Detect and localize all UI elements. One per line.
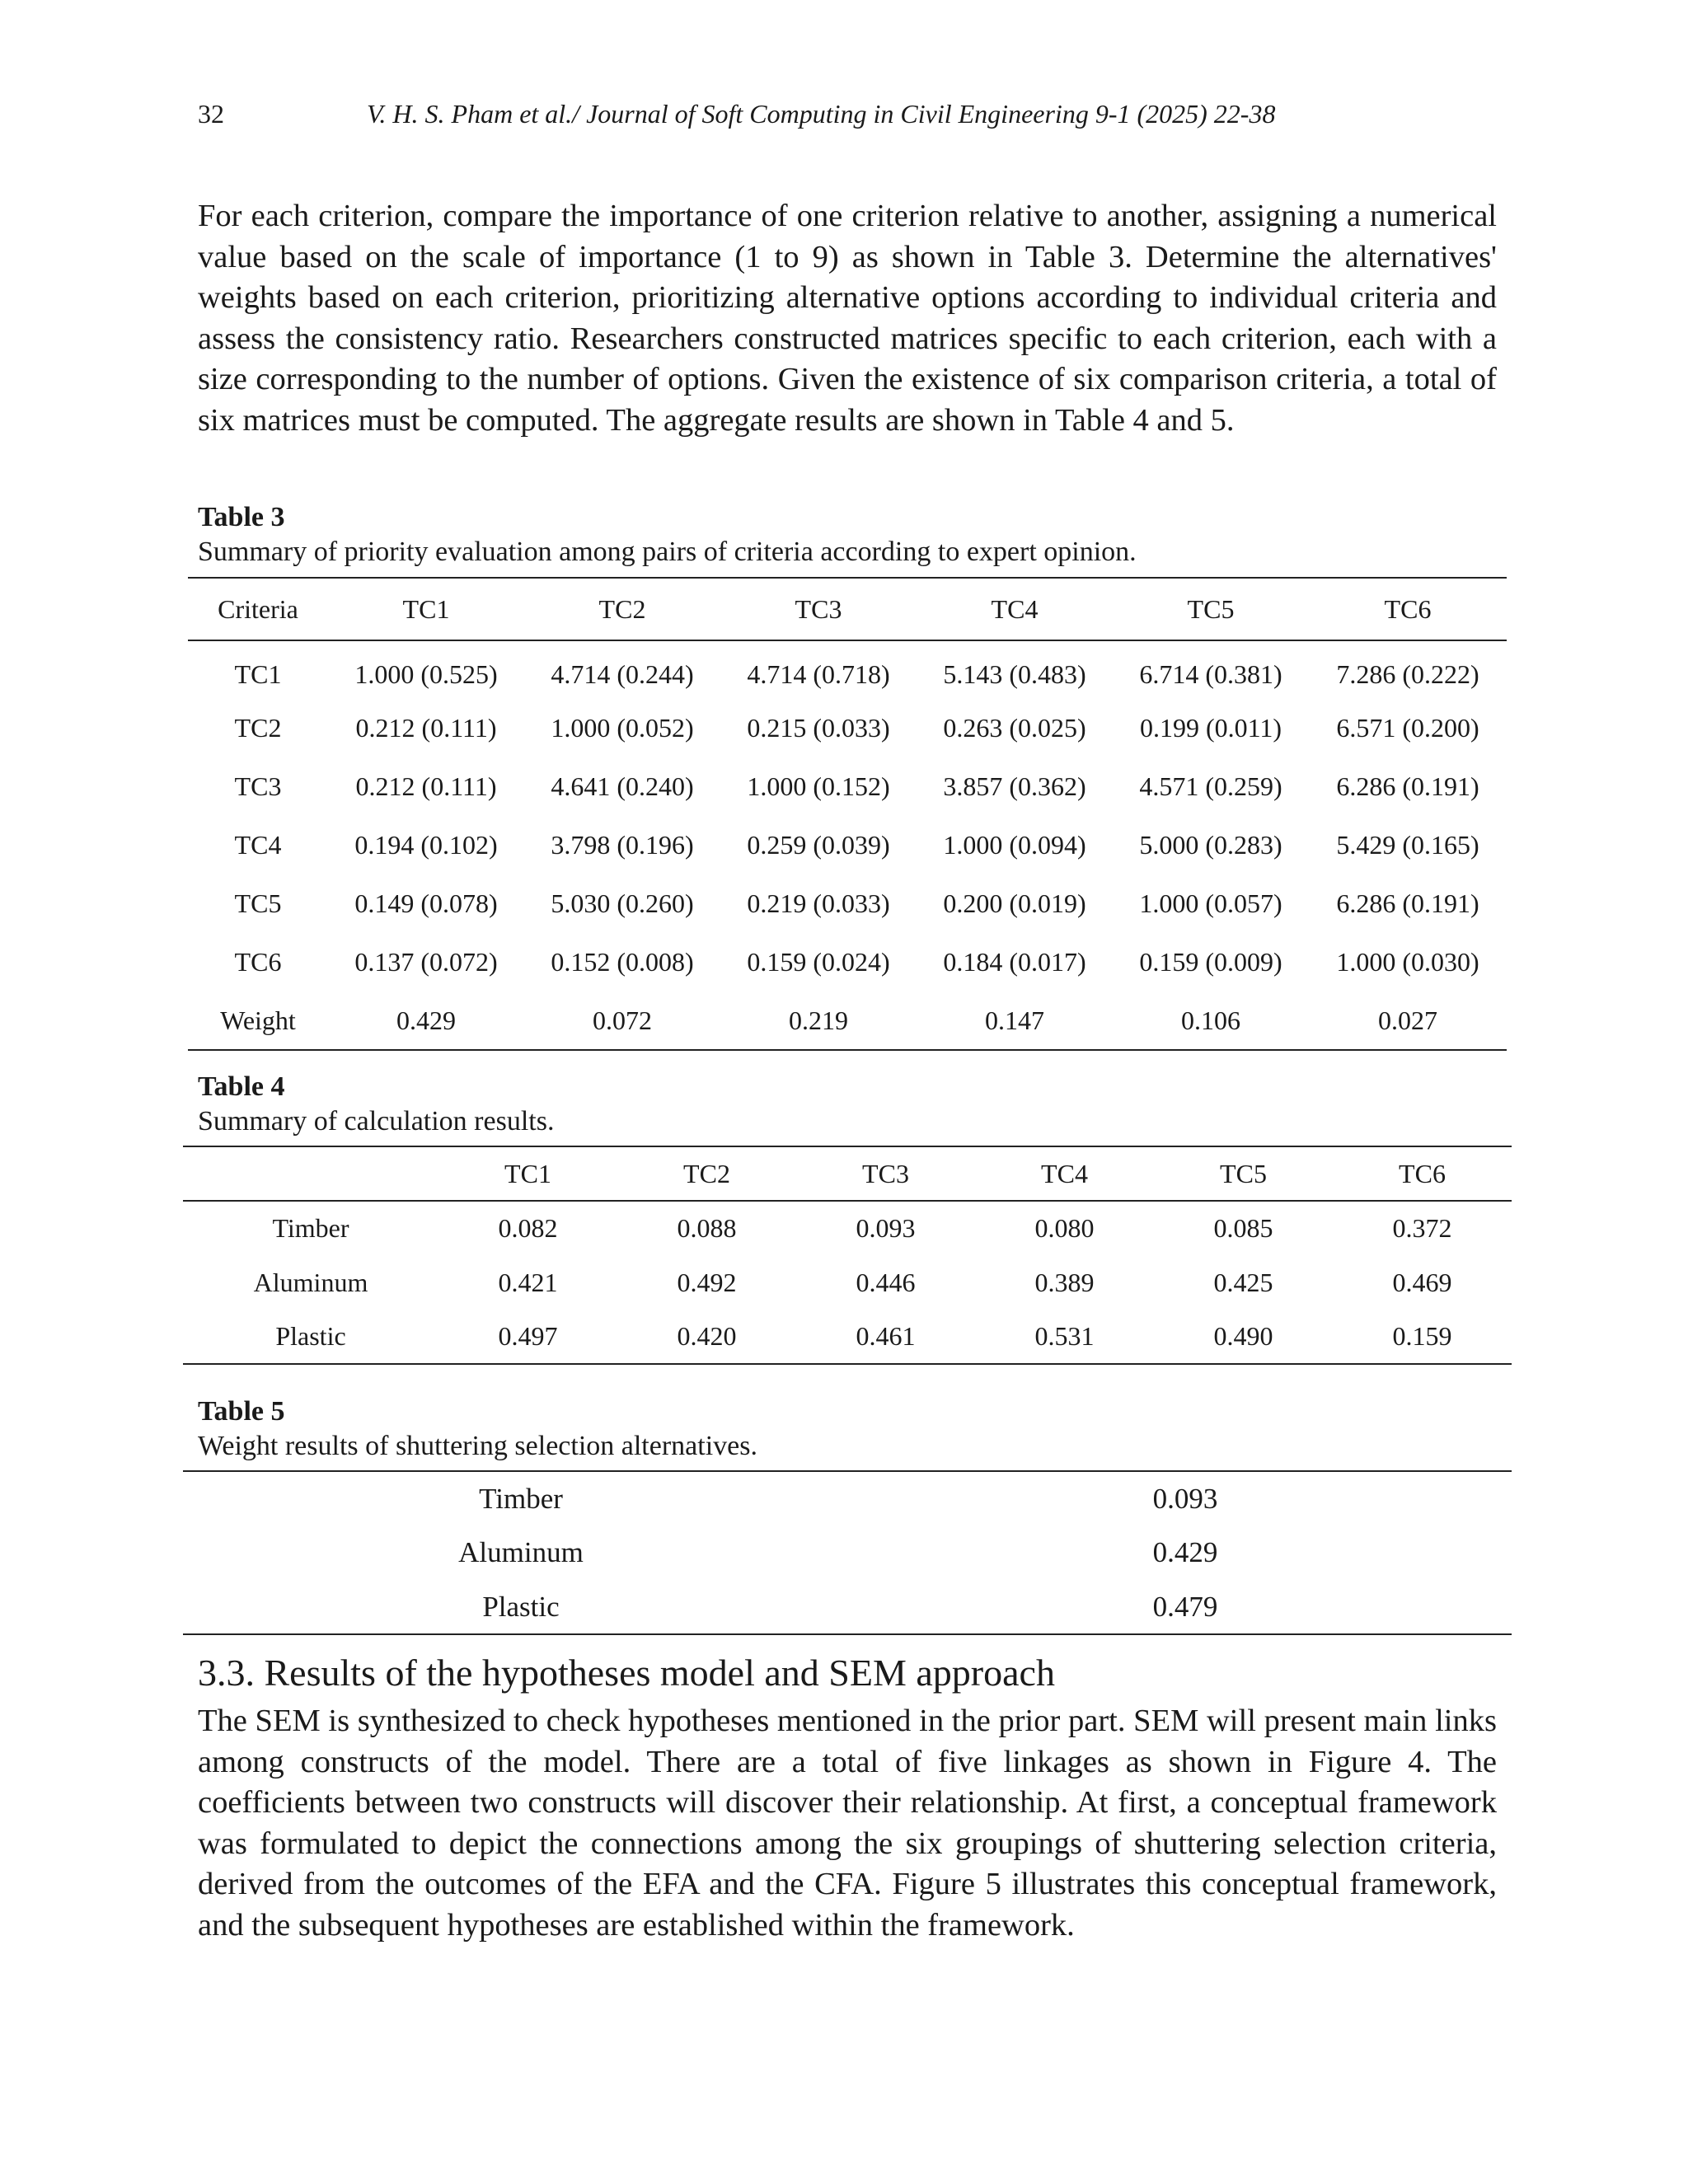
table5-caption: [198, 1394, 757, 1464]
table3-cell: 1.000 (0.525): [354, 658, 498, 689]
table4-header-cell: TC3: [796, 1146, 975, 1201]
table4-cell: 0.389: [1034, 1267, 1095, 1297]
table-row: [188, 991, 1507, 1050]
table3-cell: 0.106: [1181, 1005, 1240, 1035]
table3-cell: 0.159 (0.024): [747, 947, 890, 977]
table3-header-cell: TC3: [720, 578, 917, 640]
table3-cell: TC1: [234, 658, 282, 689]
table3-cell: 0.215 (0.033): [747, 713, 890, 743]
page-header: [198, 99, 1484, 140]
table3-cell: 0.263 (0.025): [943, 713, 1086, 743]
table3-cell: TC4: [234, 830, 282, 860]
table-row: [188, 874, 1507, 933]
table4-header-cell: TC4: [975, 1146, 1154, 1201]
table4-cell: 0.088: [677, 1213, 737, 1243]
table4-cell: 0.080: [1034, 1213, 1095, 1243]
table3-cell: 0.194 (0.102): [354, 830, 498, 860]
table5-cell: 0.429: [1152, 1536, 1218, 1568]
table-row: [183, 1471, 1512, 1526]
table-row: [188, 640, 1507, 699]
table3-cell: 0.147: [985, 1005, 1044, 1035]
table3-cell: 4.714 (0.244): [551, 658, 694, 689]
page-number: 32: [198, 99, 224, 129]
table3-cell: Weight: [220, 1005, 296, 1035]
table3-cell: 0.027: [1378, 1005, 1437, 1035]
table3-label: Table 3: [198, 502, 285, 532]
table4-cell: 0.425: [1213, 1267, 1273, 1297]
table3-cell: 1.000 (0.094): [943, 830, 1086, 860]
table3-cell: 0.199 (0.011): [1139, 713, 1282, 743]
table3-cell: 4.571 (0.259): [1139, 771, 1282, 801]
table3-cell: 0.149 (0.078): [354, 888, 498, 918]
table3-cell: 0.212 (0.111): [355, 771, 497, 801]
table4-cell: 0.372: [1392, 1213, 1452, 1243]
table3-header-cell: TC5: [1113, 578, 1309, 640]
table3-cell: 0.184 (0.017): [943, 947, 1086, 977]
table5-cell: 0.479: [1152, 1590, 1218, 1623]
table5-cell: 0.093: [1152, 1482, 1218, 1515]
table4-cell: 0.421: [498, 1267, 558, 1297]
table4-cell: 0.446: [856, 1267, 916, 1297]
table3-cell: 6.714 (0.381): [1139, 658, 1282, 689]
table4-cell: 0.420: [677, 1321, 737, 1351]
table4-cell: 0.492: [677, 1267, 737, 1297]
table4-cell: 0.093: [856, 1213, 916, 1243]
table3-cell: 1.000 (0.152): [747, 771, 890, 801]
table4-header-cell: [183, 1146, 438, 1201]
table5-cell: Aluminum: [458, 1536, 584, 1568]
table4-cell: 0.085: [1213, 1213, 1273, 1243]
table3-cell: 0.219 (0.033): [747, 888, 890, 918]
table3-cell: 0.219: [789, 1005, 848, 1035]
table3-cell: 4.714 (0.718): [747, 658, 890, 689]
table4-cell: Timber: [272, 1213, 349, 1243]
table4-header-cell: TC1: [438, 1146, 617, 1201]
table3-cell: 0.200 (0.019): [943, 888, 1086, 918]
section-paragraph: The SEM is synthesized to check hypotheses mentioned in the prior part. SEM will present main links among constructs of the model. There are a total of five linkages as shown in Figure 4. The coefficients between two constructs will discover their relationship. At first, a conceptual framework was formulated to depict the connections among the six groupings of shuttering selection criteria, derived from the outcomes of the EFA and the CFA. Figure 5 illustrates this conceptual framework, and the subsequent hypotheses are established within the framework.: [198, 1704, 1497, 1943]
table-row: [183, 1201, 1512, 1255]
table3-cell: 0.259 (0.039): [747, 830, 890, 860]
table4-cell: 0.159: [1392, 1321, 1452, 1351]
intro-paragraph: For each criterion, compare the importance of one criterion relative to another, assigning a numerical value based on the scale of importance (1 to 9) as shown in Table 3. Determine the alternatives' weights based on each criterion, prioritizing alternative options according to individual criteria and assess the consistency ratio. Researchers constructed matrices specific to each criterion, each with a size corresponding to the number of options. Given the existence of six comparison criteria, a total of six matrices must be computed. The aggregate results are shown in Table 4 and 5.: [198, 199, 1497, 438]
table4-cell: 0.497: [498, 1321, 558, 1351]
table4-cell: 0.469: [1392, 1267, 1452, 1297]
table3-cell: 0.429: [396, 1005, 456, 1035]
table4-caption: [198, 1070, 554, 1139]
table3-cell: 5.429 (0.165): [1336, 830, 1479, 860]
table3-cell: 0.159 (0.009): [1139, 947, 1282, 977]
table3-header-cell: TC2: [524, 578, 720, 640]
table-row: [183, 1310, 1512, 1364]
table3-cell: 5.030 (0.260): [551, 888, 694, 918]
table4-cell: 0.461: [856, 1321, 916, 1351]
table4-label: Table 4: [198, 1071, 285, 1102]
table3-cell: 1.000 (0.052): [551, 713, 694, 743]
table3-cell: 3.857 (0.362): [943, 771, 1086, 801]
table4-cell: Plastic: [275, 1321, 346, 1351]
table3-header-cell: TC1: [328, 578, 524, 640]
table4-header-cell: TC2: [617, 1146, 796, 1201]
table3-cell: TC2: [234, 713, 282, 743]
table3-caption: [198, 500, 1137, 569]
table3-header-cell: TC4: [917, 578, 1113, 640]
table4-cell: 0.490: [1213, 1321, 1273, 1351]
table4-cell: Aluminum: [253, 1267, 368, 1297]
table3-cell: 5.000 (0.283): [1139, 830, 1282, 860]
table5-caption-text: Weight results of shuttering selection alternatives.: [198, 1431, 757, 1461]
table3-cell: TC3: [234, 771, 282, 801]
table-row: [188, 816, 1507, 874]
table5-cell: Timber: [479, 1482, 563, 1515]
table3-cell: 7.286 (0.222): [1336, 658, 1479, 689]
table3-cell: 0.137 (0.072): [354, 947, 498, 977]
table3: [188, 577, 1507, 1051]
table-row: [183, 1580, 1512, 1634]
table4-header-cell: TC6: [1333, 1146, 1512, 1201]
table3-cell: 1.000 (0.057): [1139, 888, 1282, 918]
table3-cell: 5.143 (0.483): [943, 658, 1086, 689]
table3-header-row: [188, 578, 1507, 640]
table3-cell: 6.286 (0.191): [1336, 771, 1479, 801]
table3-header-cell: TC6: [1309, 578, 1507, 640]
table-row: [188, 757, 1507, 816]
table-row: [188, 699, 1507, 757]
table4-cell: 0.531: [1034, 1321, 1095, 1351]
table-row: [183, 1526, 1512, 1580]
table4-caption-text: Summary of calculation results.: [198, 1106, 555, 1137]
table5: [183, 1470, 1512, 1635]
running-title: V. H. S. Pham et al./ Journal of Soft Computing in Civil Engineering 9-1 (2025) 22-38: [367, 99, 1276, 129]
table3-cell: 6.571 (0.200): [1336, 713, 1479, 743]
table3-cell: 3.798 (0.196): [551, 830, 694, 860]
table3-header-cell: Criteria: [188, 578, 328, 640]
section-heading: 3.3. Results of the hypotheses model and SEM approach: [198, 1652, 1055, 1694]
table3-cell: 1.000 (0.030): [1336, 947, 1479, 977]
table3-caption-text: Summary of priority evaluation among pairs of criteria according to expert opinion.: [198, 537, 1137, 567]
table-row: [183, 1255, 1512, 1310]
table5-label: Table 5: [198, 1396, 285, 1427]
table3-cell: 6.286 (0.191): [1336, 888, 1479, 918]
table3-cell: 0.072: [593, 1005, 652, 1035]
table3-cell: 4.641 (0.240): [551, 771, 694, 801]
table3-cell: 0.152 (0.008): [551, 947, 694, 977]
table-row: [188, 933, 1507, 991]
table4: [183, 1146, 1512, 1365]
table3-cell: 0.212 (0.111): [355, 713, 497, 743]
table4-header-cell: TC5: [1154, 1146, 1333, 1201]
table5-cell: Plastic: [482, 1590, 560, 1623]
table4-header-row: [183, 1146, 1512, 1201]
table3-cell: TC5: [234, 888, 282, 918]
table4-cell: 0.082: [498, 1213, 558, 1243]
table3-cell: TC6: [234, 947, 282, 977]
